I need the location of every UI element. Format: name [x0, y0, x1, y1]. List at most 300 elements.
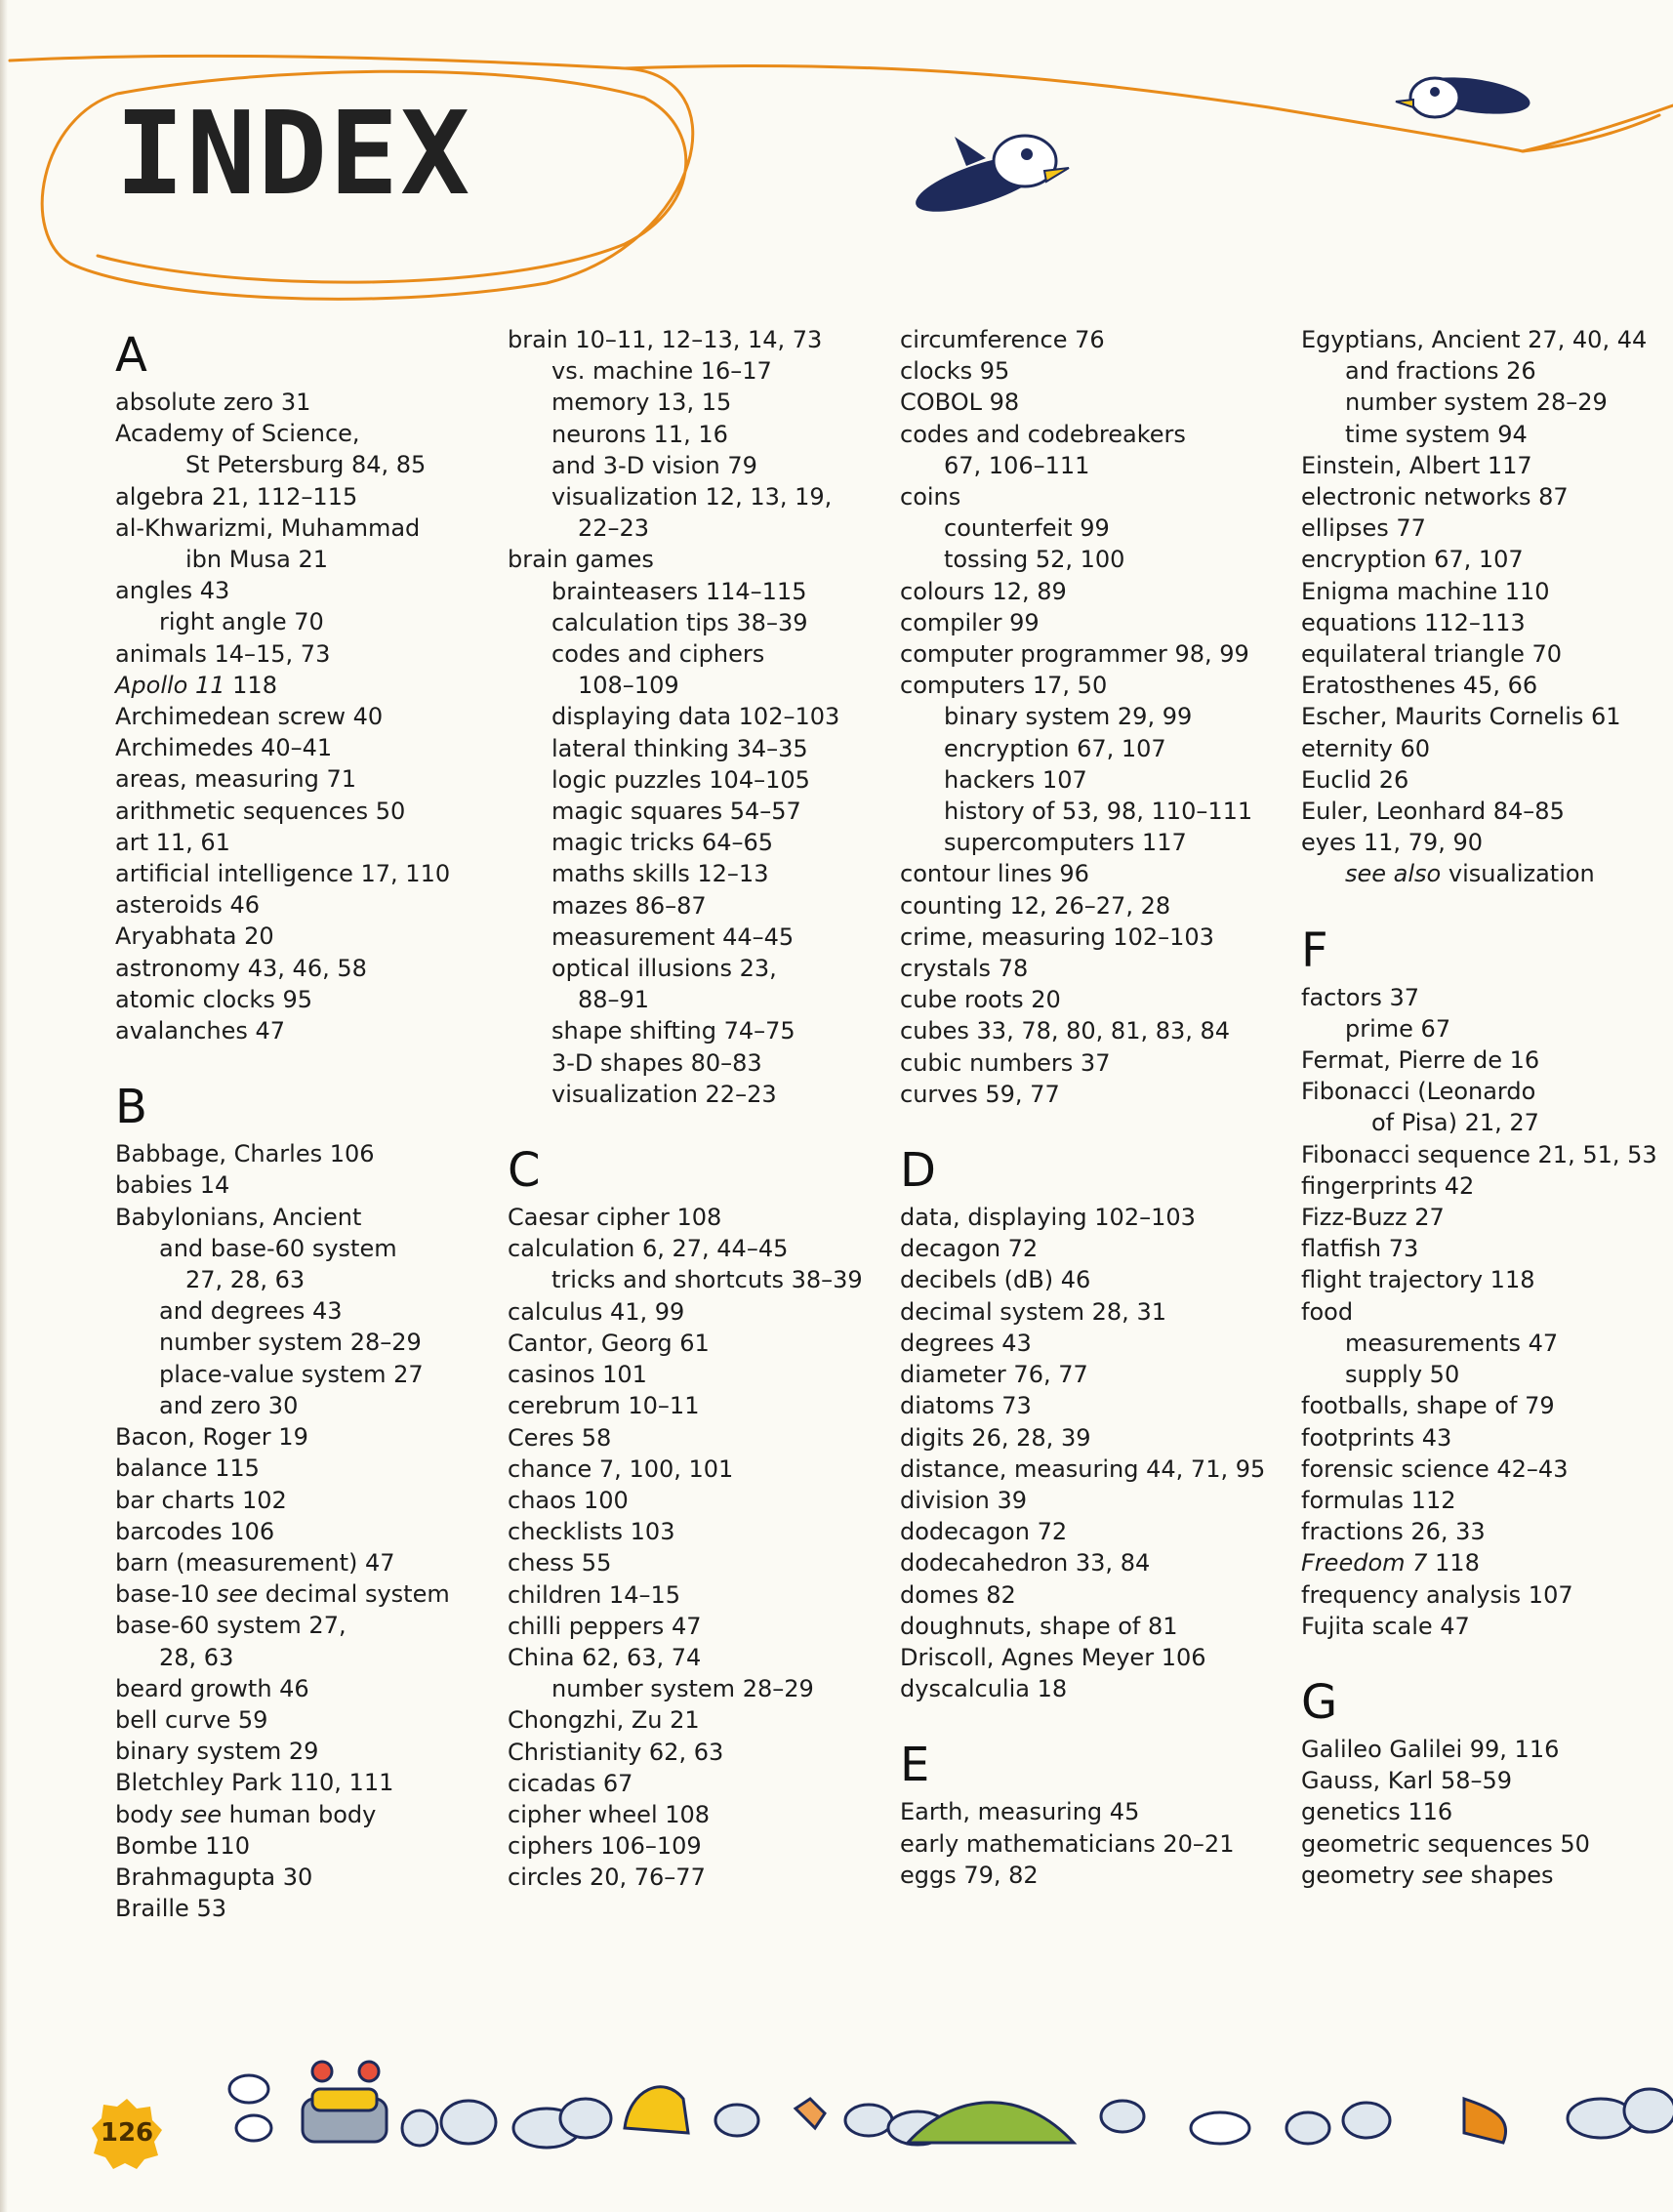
index-subentry [508, 450, 878, 481]
entry-text: binary system 29, 99 [944, 703, 1193, 731]
index-entry [115, 1862, 486, 1893]
entry-text: food [1301, 1297, 1354, 1326]
index-subentry [900, 701, 1271, 732]
index-entry [900, 1860, 1271, 1891]
entry-text: counterfeit 99 [944, 514, 1110, 543]
entry-see-target: visualization [1441, 860, 1595, 888]
entry-text: optical illusions 23, [551, 955, 777, 983]
index-entry [115, 481, 486, 512]
entry-text: computer programmer 98, 99 [900, 640, 1249, 669]
entry-text: Earth, measuring 45 [900, 1798, 1140, 1826]
entry-text: number system 28–29 [159, 1329, 422, 1357]
seabed-border [229, 2062, 1673, 2148]
entry-text: Fizz-Buzz 27 [1301, 1204, 1445, 1232]
index-entry [115, 953, 486, 984]
index-entry [508, 1862, 878, 1893]
entry-text: shape shifting 74–75 [551, 1017, 796, 1045]
entry-text: Eratosthenes 45, 66 [1301, 672, 1538, 700]
entry-text: beard growth 46 [115, 1674, 309, 1702]
entry-text: arithmetic sequences 50 [115, 797, 406, 825]
entry-text: checklists 103 [508, 1518, 675, 1546]
index-entry [1301, 638, 1672, 670]
entry-text: animals 14–15, 73 [115, 639, 331, 668]
entry-text: Caesar cipher 108 [508, 1204, 722, 1232]
index-entry [508, 1454, 878, 1485]
index-subentry [1301, 355, 1672, 387]
index-entry [115, 387, 486, 418]
index-subentry [1301, 1328, 1672, 1359]
entry-text: cube roots 20 [900, 986, 1061, 1014]
entry-text: Einstein, Albert 117 [1301, 451, 1532, 479]
entry-text: geometric sequences 50 [1301, 1829, 1590, 1858]
index-entry [900, 1828, 1271, 1860]
index-entry [508, 324, 878, 355]
entry-text: binary system 29 [115, 1738, 319, 1766]
entry-text: crystals 78 [900, 955, 1029, 983]
section-letter-text: G [1301, 1674, 1338, 1730]
index-subentry [508, 419, 878, 450]
entry-text: electronic networks 87 [1301, 483, 1569, 512]
entry-see-reference: see [1421, 1861, 1463, 1889]
index-subentry [508, 890, 878, 922]
index-subentry [508, 607, 878, 638]
entry-text: and zero 30 [159, 1391, 299, 1419]
bird-left-icon [910, 136, 1069, 224]
entry-see-target: shapes [1462, 1861, 1554, 1889]
entry-text: distance, measuring 44, 71, 95 [900, 1454, 1266, 1483]
entry-text: Galileo Galilei 99, 116 [1301, 1735, 1560, 1763]
index-entry [900, 1047, 1271, 1079]
entry-text: eggs 79, 82 [900, 1861, 1039, 1889]
entry-text: diameter 76, 77 [900, 1361, 1088, 1389]
index-entry [1301, 1454, 1672, 1485]
index-entry [900, 1390, 1271, 1421]
index-entry [900, 922, 1271, 953]
entry-text: China 62, 63, 74 [508, 1643, 702, 1671]
entry-text: codes and codebreakers [900, 420, 1186, 448]
index-subentry [1301, 858, 1672, 889]
entry-text: base-10 [115, 1580, 218, 1609]
entry-text: measurement 44–45 [551, 922, 795, 951]
entry-text: body [115, 1800, 181, 1828]
entry-text: 3-D shapes 80–83 [551, 1048, 762, 1077]
index-entry [900, 1079, 1271, 1110]
index-entry [1301, 607, 1672, 638]
entry-text: division 39 [900, 1486, 1028, 1514]
entry-text: fingerprints 42 [1301, 1171, 1475, 1200]
section-letter [508, 1139, 878, 1202]
entry-text: Braille 53 [115, 1895, 226, 1923]
section-letter [1301, 1671, 1672, 1734]
index-entry [900, 1296, 1271, 1328]
entry-text: asteroids 46 [115, 891, 260, 920]
entry-text: dodecahedron 33, 84 [900, 1549, 1151, 1577]
index-subentry [115, 606, 486, 637]
entry-see-reference: see also [1345, 860, 1442, 888]
index-subentry [1301, 1013, 1672, 1045]
index-entry [1301, 670, 1672, 701]
index-entry [1301, 1765, 1672, 1796]
entry-see-target: human body [222, 1800, 377, 1828]
entry-text: avalanches 47 [115, 1017, 286, 1045]
index-entry [115, 984, 486, 1015]
entry-text: Fermat, Pierre de 16 [1301, 1046, 1540, 1075]
index-subentry [115, 1264, 486, 1295]
index-entry [115, 512, 486, 544]
section-letter-text: F [1301, 922, 1328, 978]
index-entry [115, 1673, 486, 1704]
entry-text: Babbage, Charles 106 [115, 1140, 375, 1168]
index-entry [115, 1015, 486, 1046]
entry-text: 88–91 [578, 986, 650, 1014]
index-entry [900, 1454, 1271, 1485]
index-subentry [115, 1390, 486, 1421]
index-entry [115, 889, 486, 921]
entry-text: magic squares 54–57 [551, 798, 801, 826]
index-entry [900, 1328, 1271, 1359]
index-entry [1301, 1485, 1672, 1516]
entry-text: magic tricks 64–65 [551, 829, 774, 857]
index-entry [115, 1485, 486, 1516]
entry-text: chess 55 [508, 1549, 612, 1577]
index-entry [1301, 1233, 1672, 1264]
entry-text: bar charts 102 [115, 1486, 287, 1514]
entry-text: 108–109 [578, 672, 679, 700]
index-entry [1301, 1045, 1672, 1076]
index-entry [115, 1767, 486, 1798]
index-entry [508, 1704, 878, 1736]
entry-text: doughnuts, shape of 81 [900, 1612, 1178, 1640]
index-entry [508, 544, 878, 575]
index-subentry [115, 449, 486, 480]
index-entry [508, 1799, 878, 1830]
entry-text: number system 28–29 [1345, 389, 1608, 417]
section-letter-text: C [508, 1143, 541, 1199]
index-entry [900, 953, 1271, 984]
section-letter [900, 1734, 1271, 1796]
index-entry [1301, 1611, 1672, 1642]
index-entry [115, 1202, 486, 1233]
entry-text: ellipses 77 [1301, 514, 1426, 543]
index-subentry [900, 827, 1271, 858]
index-entry [115, 701, 486, 732]
index-subentry [508, 733, 878, 764]
index-entry [115, 1799, 486, 1830]
entry-text: supercomputers 117 [944, 829, 1187, 857]
entry-text: Fibonacci sequence 21, 51, 53 [1301, 1140, 1657, 1168]
index-entry [900, 576, 1271, 607]
entry-text: Enigma machine 110 [1301, 577, 1550, 605]
index-entry [115, 827, 486, 858]
entry-text: and fractions 26 [1345, 357, 1536, 386]
index-entry [1301, 1579, 1672, 1611]
index-subentry [508, 481, 878, 512]
entry-text: calculus 41, 99 [508, 1297, 685, 1326]
entry-text: algebra 21, 112–115 [115, 482, 358, 511]
entry-text: Ceres 58 [508, 1423, 612, 1452]
index-entry [115, 921, 486, 952]
entry-text: casinos 101 [508, 1361, 647, 1389]
entry-text: babies 14 [115, 1171, 230, 1200]
entry-text: neurons 11, 16 [551, 420, 728, 448]
entry-text: Fujita scale 47 [1301, 1612, 1470, 1640]
entry-text: tossing 52, 100 [944, 546, 1125, 574]
index-entry [1301, 544, 1672, 575]
entry-text: computers 17, 50 [900, 672, 1108, 700]
index-entry [900, 419, 1271, 450]
index-entry [1301, 764, 1672, 796]
index-subentry [1301, 419, 1672, 450]
index-entry [900, 670, 1271, 701]
entry-text: chaos 100 [508, 1486, 629, 1514]
entry-text: St Petersburg 84, 85 [185, 451, 427, 479]
entry-text: eternity 60 [1301, 734, 1431, 762]
entry-text: decagon 72 [900, 1235, 1039, 1263]
entry-text: bell curve 59 [115, 1705, 268, 1734]
index-entry [115, 575, 486, 606]
index-column-2 [508, 324, 878, 1894]
index-entry [115, 1453, 486, 1484]
entry-text: ciphers 106–109 [508, 1832, 702, 1861]
index-subentry [115, 544, 486, 575]
index-entry [900, 1359, 1271, 1390]
entry-text: counting 12, 26–27, 28 [900, 891, 1171, 920]
entry-text: lateral thinking 34–35 [551, 734, 808, 762]
entry-text: clocks 95 [900, 357, 1010, 386]
index-entry [1301, 827, 1672, 858]
index-entry [900, 1516, 1271, 1547]
index-subentry [508, 576, 878, 607]
index-subentry [508, 1264, 878, 1295]
index-subentry [508, 827, 878, 858]
entry-text: Cantor, Georg 61 [508, 1329, 710, 1357]
index-entry [1301, 1734, 1672, 1765]
index-entry [115, 1421, 486, 1453]
entry-text: and base-60 system [159, 1234, 397, 1262]
index-entry [1301, 1796, 1672, 1827]
index-column-3 [900, 324, 1271, 1891]
entry-text: ibn Musa 21 [185, 546, 329, 574]
index-entry [115, 1704, 486, 1736]
index-subentry [115, 1327, 486, 1358]
entry-text: and 3-D vision 79 [551, 451, 757, 479]
index-entry [115, 1138, 486, 1169]
section-letter [1301, 920, 1672, 982]
entry-text: visualization 12, 13, 19, [551, 483, 833, 512]
section-letter [115, 324, 486, 387]
entry-text: 118 [224, 671, 277, 699]
entry-text: children 14–15 [508, 1580, 680, 1609]
entry-text: decibels (dB) 46 [900, 1266, 1091, 1294]
entry-text: brain 10–11, 12–13, 14, 73 [508, 326, 823, 353]
entry-text: Euclid 26 [1301, 765, 1409, 794]
index-subentry [508, 953, 878, 984]
entry-text: balance 115 [115, 1454, 260, 1483]
index-subentry [508, 796, 878, 827]
index-entry [115, 796, 486, 827]
entry-text: cerebrum 10–11 [508, 1392, 700, 1420]
index-entry [508, 1485, 878, 1516]
index-entry [115, 1516, 486, 1547]
entry-text: Christianity 62, 63 [508, 1738, 724, 1766]
entry-text: compiler 99 [900, 608, 1040, 636]
entry-text: Bletchley Park 110, 111 [115, 1769, 394, 1797]
index-entry [1301, 481, 1672, 512]
index-subentry [508, 355, 878, 387]
entry-text: and degrees 43 [159, 1297, 343, 1326]
entry-text: dyscalculia 18 [900, 1675, 1068, 1703]
entry-text: eyes 11, 79, 90 [1301, 829, 1483, 857]
entry-italic-title: Apollo 11 [115, 671, 225, 699]
entry-text: Aryabhata 20 [115, 922, 274, 951]
entry-text: angles 43 [115, 577, 230, 605]
index-subentry [508, 512, 878, 544]
index-entry [900, 387, 1271, 418]
entry-text: encryption 67, 107 [944, 734, 1166, 762]
entry-text: visualization 22–23 [551, 1080, 777, 1108]
entry-text: colours 12, 89 [900, 577, 1067, 605]
entry-text: Driscoll, Agnes Meyer 106 [900, 1643, 1206, 1671]
index-entry [900, 1264, 1271, 1295]
index-entry [115, 1578, 486, 1610]
entry-text: 27, 28, 63 [185, 1266, 306, 1294]
entry-text: codes and ciphers [551, 640, 765, 669]
entry-text: contour lines 96 [900, 860, 1089, 888]
section-letter-text: E [900, 1738, 930, 1793]
entry-text: right angle 70 [159, 608, 324, 636]
entry-text: place-value system 27 [159, 1360, 424, 1388]
entry-text: Brahmagupta 30 [115, 1863, 313, 1891]
index-subentry [508, 922, 878, 953]
index-subentry [508, 1673, 878, 1704]
index-entry [508, 1642, 878, 1673]
index-entry [1301, 512, 1672, 544]
entry-text: coins [900, 483, 961, 512]
index-entry [115, 1830, 486, 1862]
entry-text: number system 28–29 [551, 1675, 814, 1703]
entry-text: mazes 86–87 [551, 891, 707, 920]
index-subentry [1301, 1107, 1672, 1138]
entry-text: Chongzhi, Zu 21 [508, 1706, 700, 1735]
entry-text: domes 82 [900, 1580, 1016, 1609]
entry-text: tricks and shortcuts 38–39 [551, 1266, 863, 1294]
entry-text: hackers 107 [944, 765, 1087, 794]
index-entry [1301, 1202, 1672, 1233]
entry-text: prime 67 [1345, 1014, 1451, 1043]
index-subentry [508, 1015, 878, 1046]
entry-text: equations 112–113 [1301, 608, 1526, 636]
index-entry [1301, 1860, 1672, 1891]
index-entry [1301, 1547, 1672, 1578]
entry-text: Euler, Leonhard 84–85 [1301, 798, 1565, 826]
entry-text: frequency analysis 107 [1301, 1580, 1573, 1609]
entry-text: Babylonians, Ancient [115, 1203, 362, 1231]
entry-text: 22–23 [578, 514, 650, 543]
index-subentry [508, 1047, 878, 1079]
entry-text: dodecagon 72 [900, 1518, 1068, 1546]
index-entry [1301, 1422, 1672, 1454]
entry-text: Academy of Science, [115, 420, 360, 448]
index-entry [115, 418, 486, 449]
entry-text: 67, 106–111 [944, 451, 1090, 479]
entry-text: vs. machine 16–17 [551, 357, 772, 386]
index-subentry [1301, 1359, 1672, 1390]
index-entry [900, 858, 1271, 889]
index-subentry [115, 1295, 486, 1327]
index-entry [1301, 576, 1672, 607]
index-entry [900, 1485, 1271, 1516]
index-entry [1301, 1296, 1672, 1328]
entry-see-reference: see [180, 1800, 223, 1828]
entry-text: Egyptians, Ancient 27, 40, 44 [1301, 326, 1648, 353]
index-entry [900, 1796, 1271, 1827]
entry-text: decimal system 28, 31 [900, 1297, 1166, 1326]
index-entry [508, 1422, 878, 1454]
entry-text: calculation tips 38–39 [551, 608, 808, 636]
entry-italic-title: Freedom 7 [1301, 1549, 1428, 1577]
entry-text: early mathematicians 20–21 [900, 1829, 1235, 1858]
index-entry [900, 355, 1271, 387]
index-entry [508, 1233, 878, 1264]
entry-text: Archimedean screw 40 [115, 703, 384, 731]
entry-text: cubic numbers 37 [900, 1048, 1111, 1077]
index-entry [900, 481, 1271, 512]
index-subentry [900, 512, 1271, 544]
index-entry [900, 1611, 1271, 1642]
index-column-1 [115, 324, 486, 1924]
index-entry [1301, 450, 1672, 481]
index-subentry [508, 984, 878, 1015]
entry-text: geometry [1301, 1861, 1422, 1889]
entry-text: cipher wheel 108 [508, 1800, 711, 1828]
entry-text: brain games [508, 546, 654, 574]
section-letter [115, 1076, 486, 1138]
entry-text: circles 20, 76–77 [508, 1864, 706, 1892]
index-entry [1301, 701, 1672, 732]
entry-text: crime, measuring 102–103 [900, 922, 1214, 951]
entry-text: Fibonacci (Leonardo [1301, 1078, 1536, 1106]
entry-text: fractions 26, 33 [1301, 1518, 1486, 1546]
entry-see-target: decimal system [258, 1580, 450, 1609]
index-entry [1301, 1516, 1672, 1547]
index-subentry [508, 1079, 878, 1110]
index-entry [115, 1547, 486, 1578]
entry-see-reference: see [217, 1580, 259, 1609]
entry-text: Escher, Maurits Cornelis 61 [1301, 703, 1621, 731]
index-subentry [508, 858, 878, 889]
index-subentry [900, 544, 1271, 575]
entry-text: circumference 76 [900, 326, 1105, 353]
index-entry [508, 1359, 878, 1390]
entry-text: logic puzzles 104–105 [551, 765, 810, 794]
entry-text: barn (measurement) 47 [115, 1548, 395, 1577]
index-entry [900, 1015, 1271, 1046]
index-entry [900, 607, 1271, 638]
section-letter [900, 1139, 1271, 1202]
index-subentry [1301, 387, 1672, 418]
entry-text: degrees 43 [900, 1329, 1032, 1357]
index-entry [1301, 324, 1672, 355]
index-entry [900, 324, 1271, 355]
index-entry [1301, 796, 1672, 827]
index-entry [900, 1422, 1271, 1454]
entry-text: astronomy 43, 46, 58 [115, 954, 367, 982]
entry-text: footballs, shape of 79 [1301, 1392, 1555, 1420]
entry-text: atomic clocks 95 [115, 985, 312, 1013]
index-entry [900, 1579, 1271, 1611]
index-entry [508, 1202, 878, 1233]
index-entry [1301, 733, 1672, 764]
